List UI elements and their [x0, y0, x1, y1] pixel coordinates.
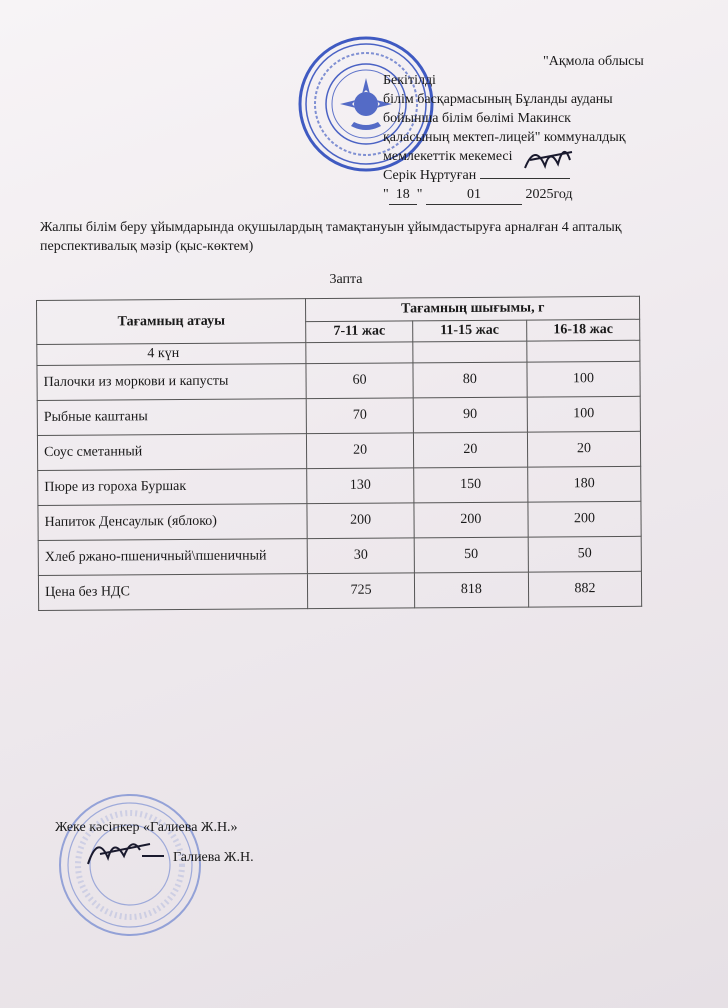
yield-value: 80	[413, 362, 527, 398]
menu-description: Жалпы білім беру ұйымдарында оқушылардың тамақтануын ұйымдастыруға арналған 4 апталық перспективалық мәзір (қыс-көктем)	[40, 220, 622, 254]
signature-bottom	[80, 826, 170, 876]
approval-line-1: білім басқармасының Бұланды ауданы	[383, 92, 613, 107]
signature-top	[520, 138, 580, 178]
approval-block	[383, 52, 718, 205]
table-row	[37, 361, 640, 400]
dish-name: Палочки из моркови и капусты	[37, 364, 307, 401]
yield-value: 50	[414, 537, 528, 573]
table-row	[38, 501, 641, 540]
yield-value: 150	[413, 467, 527, 503]
signature-line	[480, 178, 570, 179]
yield-value: 200	[307, 503, 414, 539]
menu-table	[36, 296, 642, 611]
approval-heading: "Ақмола облысы	[543, 54, 644, 69]
date-day: 18	[389, 185, 417, 205]
entrepreneur-label: Жеке кәсіпкер «Галиева Ж.Н.»	[55, 820, 238, 835]
empty-cell	[413, 341, 527, 363]
week-text: 3апта	[329, 272, 363, 287]
price-value: 818	[414, 572, 528, 608]
yield-value: 100	[527, 361, 640, 397]
col-dish-name: Тағамның атауы	[37, 299, 307, 345]
table-row	[38, 466, 641, 505]
age-group-3: 16-18 жас	[527, 319, 640, 341]
yield-value: 20	[307, 433, 414, 469]
yield-value: 50	[528, 536, 641, 572]
yield-value: 60	[306, 363, 413, 399]
approved-label: Бекітілді	[383, 73, 436, 88]
empty-cell	[527, 340, 640, 362]
dish-name: Напиток Денсаулык (яблоко)	[38, 504, 308, 541]
yield-value: 90	[413, 397, 527, 433]
approval-line-2: бойынша білім бөлімі Макинск	[383, 111, 571, 126]
yield-value: 200	[528, 501, 641, 537]
age-group-2: 11-15 жас	[412, 320, 526, 342]
yield-value: 70	[307, 398, 414, 434]
signer-name: Серік Нұртуған	[383, 168, 477, 183]
yield-value: 200	[414, 502, 528, 538]
date-year: 2025год	[525, 187, 573, 202]
approval-date: " 18 " 01 2025год	[383, 185, 718, 205]
day-label: 4 күн	[37, 343, 307, 366]
approval-line-4: мемлекеттік мекемесі	[383, 149, 513, 164]
table-row	[37, 431, 640, 470]
yield-value: 20	[413, 432, 527, 468]
dish-name: Пюре из гороха Буршак	[38, 469, 308, 506]
empty-cell	[306, 342, 413, 364]
price-value: 882	[528, 571, 641, 607]
dish-name: Хлеб ржано-пшеничный\пшеничный	[38, 539, 308, 576]
yield-value: 20	[527, 431, 640, 467]
table-row	[37, 396, 640, 435]
price-row	[38, 571, 641, 610]
age-group-1: 7-11 жас	[306, 321, 413, 343]
date-month: 01	[426, 185, 522, 205]
week-label	[0, 272, 728, 288]
table-row	[38, 536, 641, 575]
entrepreneur-name: Галиева Ж.Н.	[173, 850, 254, 865]
yield-value: 130	[307, 468, 414, 504]
col-yield: Тағамның шығымы, г	[306, 296, 640, 321]
yield-value: 100	[527, 396, 640, 432]
approval-line-3: қаласының мектеп-лицей" коммуналдық	[383, 130, 626, 145]
dish-name: Соус сметанный	[37, 434, 307, 471]
dish-name: Рыбные каштаны	[37, 399, 307, 436]
yield-value: 30	[308, 538, 415, 574]
price-value: 725	[308, 573, 415, 609]
price-label: Цена без НДС	[38, 574, 308, 611]
yield-value: 180	[528, 466, 641, 502]
